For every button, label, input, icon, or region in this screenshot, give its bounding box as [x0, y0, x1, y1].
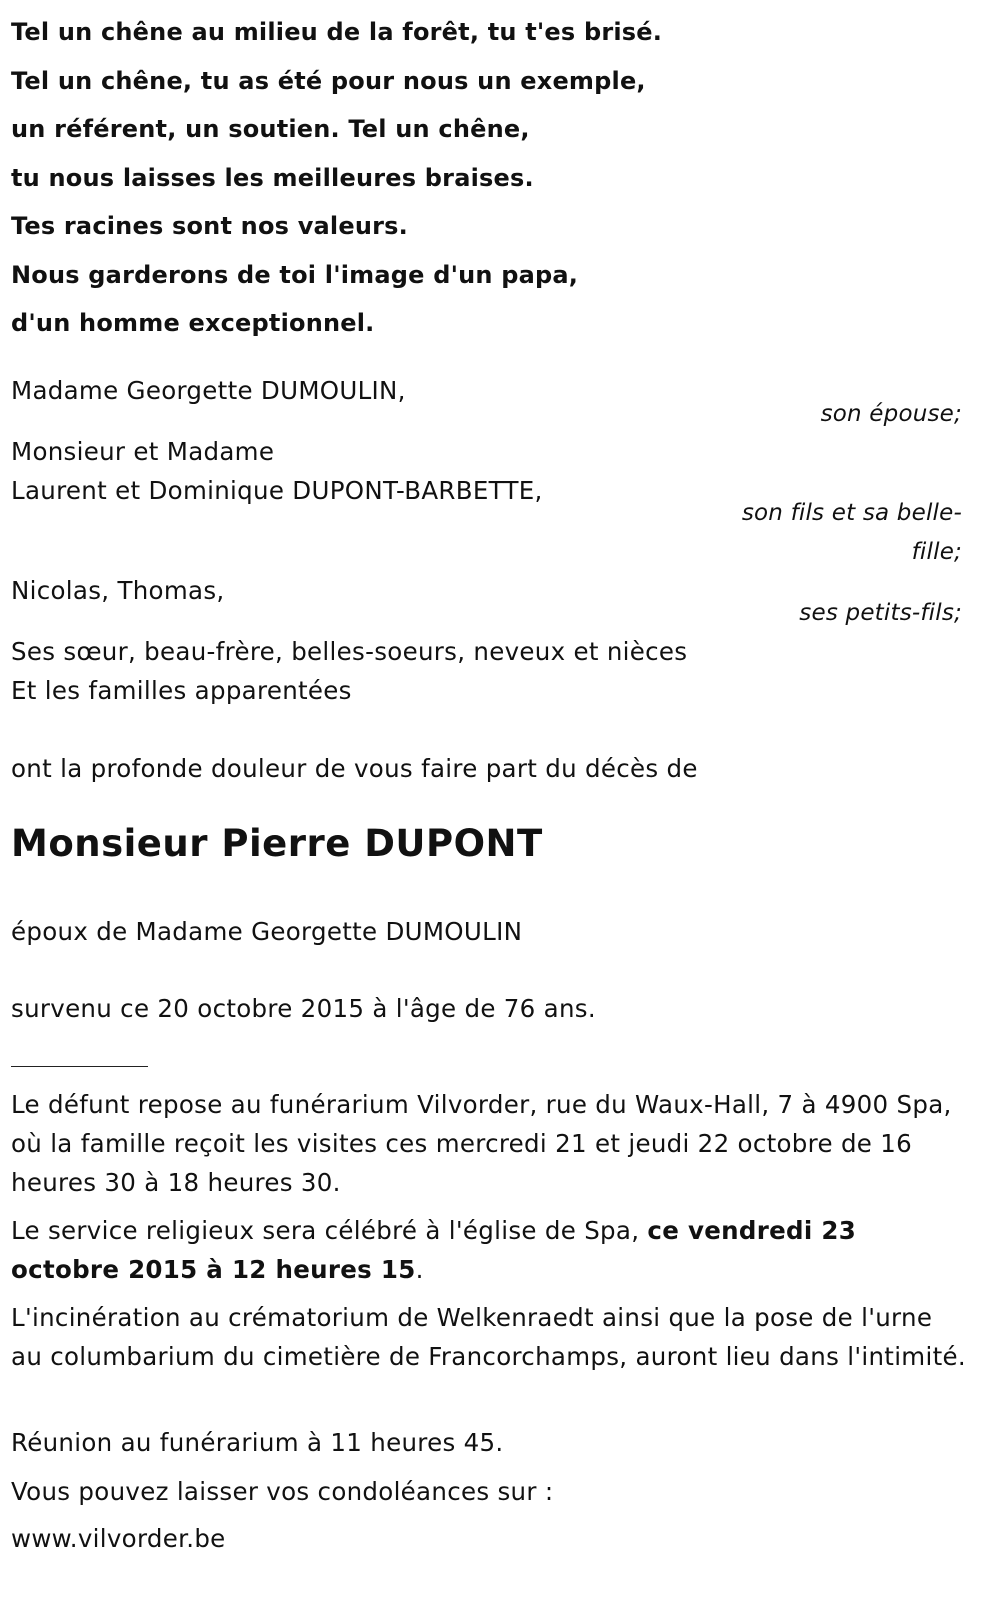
service-datetime: ce vendredi 23 octobre 2015 à 12 heures 15: [11, 1216, 857, 1284]
website-link[interactable]: www.vilvorder.be: [11, 1524, 226, 1553]
reunion: Réunion au funérarium à 11 heures 45.: [11, 1428, 504, 1457]
condolences-text: Vous pouvez laisser vos condoléances sur :: [11, 1477, 554, 1506]
others-line-1: Ses sœur, beau-frère, belles-soeurs, neveux et nièces: [11, 637, 688, 666]
service-suffix: .: [415, 1255, 424, 1284]
deceased-name: Monsieur Pierre DUPONT: [11, 822, 543, 865]
poem-line: Tel un chêne au milieu de la forêt, tu t'es brisé.: [11, 18, 663, 46]
poem-line: un référent, un soutien. Tel un chêne,: [11, 115, 530, 143]
poem-line: Nous garderons de toi l'image d'un papa,: [11, 260, 579, 289]
repose-paragraph: Le défunt repose au funérarium Vilvorder, rue du Waux-Hall, 7 à 4900 Spa, où la famille reçoit les visites ces mercredi 21 et jeudi 22 octobre de 16 heures 30 à 18 heures 30.: [11, 1090, 952, 1197]
son-role-line-2: fille;: [911, 539, 962, 565]
poem-line: tu nous laisses les meilleures braises.: [11, 163, 534, 192]
son-line-2: Laurent et Dominique DUPONT-BARBETTE,: [11, 476, 543, 505]
son-line-1: Monsieur et Madame: [11, 437, 275, 466]
date-of-death: survenu ce 20 octobre 2015 à l'âge de 76 ans.: [11, 994, 596, 1023]
spouse-of: époux de Madame Georgette DUMOULIN: [11, 917, 523, 946]
son-role-line-1: son fils et sa belle-: [741, 500, 962, 526]
poem-line: Tes racines sont nos valeurs.: [11, 212, 408, 240]
spouse-role: son épouse;: [820, 401, 962, 427]
incineration-paragraph: L'incinération au crématorium de Welkenraedt ainsi que la pose de l'urne au columbarium du cimetière de Francorchamps, auront lieu dans l'intimité.: [11, 1303, 966, 1371]
service-prefix: Le service religieux sera célébré à l'église de Spa,: [11, 1216, 648, 1245]
poem-line: Tel un chêne, tu as été pour nous un exemple,: [11, 66, 646, 95]
spouse-name: Madame Georgette DUMOULIN,: [11, 376, 406, 405]
service-paragraph: [11, 1211, 971, 1289]
separator-line: [11, 1066, 148, 1067]
poem: [11, 8, 662, 348]
poem-line: d'un homme exceptionnel.: [11, 309, 375, 337]
grandsons-role: ses petits-fils;: [799, 600, 962, 626]
grandsons: Nicolas, Thomas,: [11, 576, 225, 605]
others-line-2: Et les familles apparentées: [11, 676, 352, 705]
announcement: ont la profonde douleur de vous faire part du décès de: [11, 754, 698, 783]
